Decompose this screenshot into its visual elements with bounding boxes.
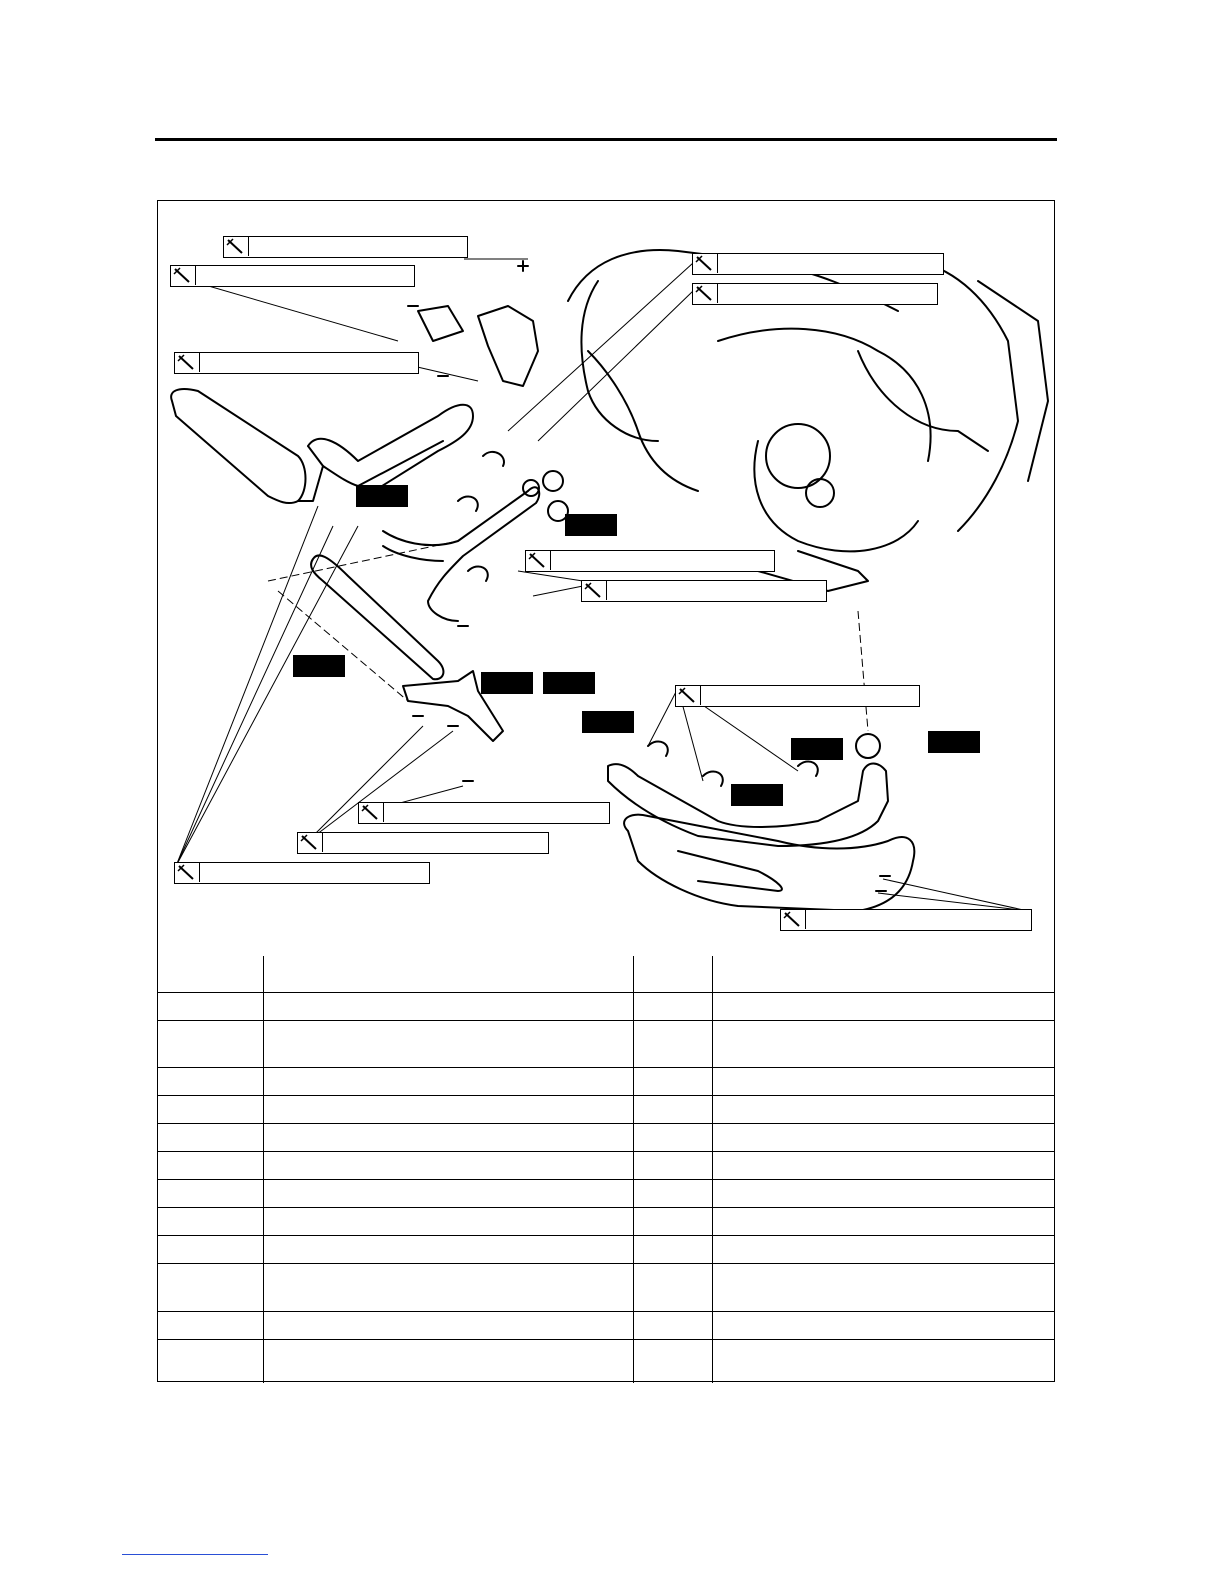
table-cell: [263, 992, 633, 1020]
footer-link-underline[interactable]: [122, 1554, 268, 1555]
table-cell: [633, 1311, 712, 1339]
torque-callout: [358, 802, 610, 824]
new-part-tag: [731, 784, 783, 806]
table-cell: [158, 1123, 263, 1151]
table-row: [158, 1095, 1054, 1123]
torque-callout: [581, 580, 827, 602]
table-cell: [712, 1263, 1054, 1311]
new-part-tag: [928, 731, 980, 753]
table-cell: [633, 1207, 712, 1235]
table-cell: [712, 1020, 1054, 1067]
torque-callout: [223, 236, 468, 258]
exhaust-exploded-diagram: [158, 201, 1054, 956]
table-cell: [633, 1235, 712, 1263]
table-cell: [158, 1263, 263, 1311]
new-part-tag: [543, 672, 595, 694]
torque-callout: [525, 550, 775, 572]
table-cell: [158, 1095, 263, 1123]
wrench-icon: [676, 686, 701, 705]
table-cell: [263, 956, 633, 992]
wrench-icon: [171, 266, 196, 285]
table-row: [158, 1311, 1054, 1339]
wrench-icon: [359, 803, 384, 822]
table-cell: [712, 956, 1054, 992]
table-cell: [712, 1235, 1054, 1263]
table-cell: [633, 1151, 712, 1179]
table-cell: [158, 1020, 263, 1067]
table-cell: [158, 1151, 263, 1179]
wrench-icon: [175, 353, 200, 372]
torque-callout: [297, 832, 549, 854]
table-cell: [158, 1235, 263, 1263]
table-cell: [712, 1067, 1054, 1095]
torque-callout: [675, 685, 920, 707]
table-cell: [158, 1311, 263, 1339]
table-cell: [263, 1095, 633, 1123]
new-part-tag: [791, 738, 843, 760]
new-part-tag: [582, 711, 634, 733]
table-cell: [158, 992, 263, 1020]
table-cell: [633, 1067, 712, 1095]
table-row: [158, 992, 1054, 1020]
table-cell: [263, 1020, 633, 1067]
torque-callout: [780, 909, 1032, 931]
wrench-icon: [693, 284, 718, 303]
table-cell: [158, 956, 263, 992]
table-cell: [158, 1067, 263, 1095]
new-part-tag: [565, 514, 617, 536]
table-cell: [712, 1339, 1054, 1383]
table-row: [158, 1179, 1054, 1207]
header-rule: [155, 138, 1057, 141]
new-part-tag: [481, 672, 533, 694]
table-cell: [158, 1339, 263, 1383]
torque-callout: [692, 253, 944, 275]
table-row: [158, 1123, 1054, 1151]
table-cell: [633, 1179, 712, 1207]
table-cell: [263, 1263, 633, 1311]
table-cell: [712, 1151, 1054, 1179]
table-cell: [633, 1095, 712, 1123]
table-header-row: [158, 956, 1054, 992]
parts-table: [158, 956, 1054, 1383]
wrench-icon: [582, 581, 607, 600]
table-cell: [633, 1339, 712, 1383]
table-cell: [263, 1123, 633, 1151]
table-cell: [712, 1123, 1054, 1151]
wrench-icon: [526, 551, 551, 570]
table-row: [158, 1151, 1054, 1179]
table-row: [158, 1067, 1054, 1095]
wrench-icon: [693, 254, 718, 273]
torque-callout: [170, 265, 415, 287]
new-part-tag: [293, 655, 345, 677]
wrench-icon: [224, 237, 249, 256]
table-cell: [712, 1095, 1054, 1123]
table-cell: [633, 1263, 712, 1311]
table-row: [158, 1207, 1054, 1235]
table-cell: [263, 1207, 633, 1235]
table-cell: [633, 956, 712, 992]
table-row: [158, 1235, 1054, 1263]
table-cell: [712, 992, 1054, 1020]
table-cell: [712, 1311, 1054, 1339]
table-cell: [633, 1020, 712, 1067]
torque-callout: [174, 352, 419, 374]
table-cell: [633, 1123, 712, 1151]
table-cell: [263, 1235, 633, 1263]
table-cell: [263, 1151, 633, 1179]
table-cell: [263, 1067, 633, 1095]
exhaust-figure: [157, 200, 1055, 1382]
wrench-icon: [781, 910, 806, 929]
table-row: [158, 1020, 1054, 1067]
table-cell: [712, 1179, 1054, 1207]
new-part-tag: [356, 485, 408, 507]
table-cell: [263, 1339, 633, 1383]
torque-callout: [692, 283, 938, 305]
wrench-icon: [175, 863, 200, 882]
table-cell: [158, 1207, 263, 1235]
table-cell: [263, 1311, 633, 1339]
torque-callout: [174, 862, 430, 884]
table-cell: [158, 1179, 263, 1207]
table-row: [158, 1339, 1054, 1383]
table-cell: [633, 992, 712, 1020]
wrench-icon: [298, 833, 323, 852]
table-cell: [263, 1179, 633, 1207]
table-cell: [712, 1207, 1054, 1235]
table-row: [158, 1263, 1054, 1311]
